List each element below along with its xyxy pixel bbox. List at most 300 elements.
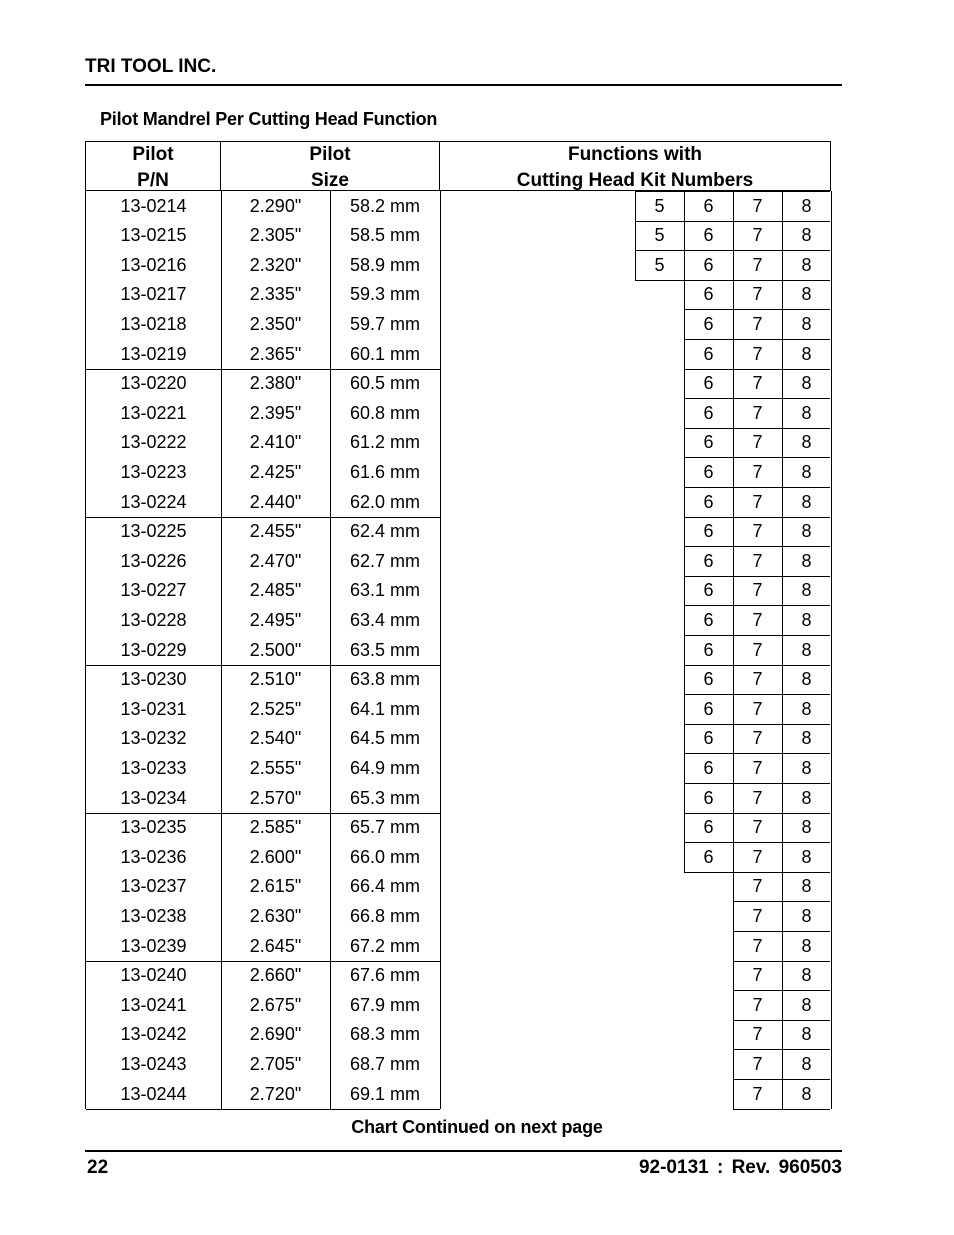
- kit-box-left-border: [684, 428, 685, 458]
- kit-box-right-border: [782, 546, 783, 576]
- pilot-size-mm-cell: 59.3 mm: [349, 284, 421, 305]
- pilot-size-inch-cell: 2.320": [249, 254, 302, 275]
- kit-box-right-border: [733, 576, 734, 606]
- kit-box-right-border: [733, 428, 734, 458]
- kit-box-right-border: [782, 280, 783, 310]
- company-name: TRI TOOL INC.: [85, 56, 217, 77]
- kit-box-right-border: [831, 191, 832, 221]
- kit-number-cell: 7: [752, 580, 763, 601]
- pilot-pn-cell: 13-0235: [120, 817, 187, 838]
- kit-box-left-border: [684, 635, 685, 665]
- header-size-line1: Pilot: [309, 144, 351, 165]
- kit-number-cell: 7: [752, 373, 763, 394]
- kit-box-right-border: [831, 221, 832, 251]
- pilot-size-inch-cell: 2.585": [249, 817, 302, 838]
- kit-number-cell: 7: [752, 313, 763, 334]
- kit-box-top-border: [733, 1020, 830, 1021]
- pilot-pn-cell: 13-0221: [120, 402, 187, 423]
- kit-box-right-border: [831, 280, 832, 310]
- group-separator: [86, 369, 440, 370]
- pilot-size-mm-cell: 60.1 mm: [349, 343, 421, 364]
- kit-box-top-border: [684, 487, 830, 488]
- kit-number-cell: 6: [703, 639, 714, 660]
- kit-number-cell: 7: [752, 1083, 763, 1104]
- kit-box-top-border: [684, 605, 830, 606]
- pilot-size-mm-cell: 63.5 mm: [349, 639, 421, 660]
- pilot-size-inch-cell: 2.365": [249, 343, 302, 364]
- kit-number-cell: 7: [752, 1053, 763, 1074]
- header-functions: [440, 142, 831, 191]
- kit-box-top-border: [684, 398, 830, 399]
- pilot-size-mm-cell: 63.1 mm: [349, 580, 421, 601]
- kit-box-left-border: [684, 309, 685, 339]
- kit-number-cell: 8: [801, 343, 812, 364]
- pilot-pn-cell: 13-0232: [120, 728, 187, 749]
- kit-box-right-border: [831, 665, 832, 695]
- kit-box-right-border: [684, 191, 685, 221]
- kit-box-right-border: [831, 605, 832, 635]
- kit-box-top-border: [684, 309, 830, 310]
- kit-box-top-border: [733, 901, 830, 902]
- kit-box-left-border: [684, 457, 685, 487]
- kit-box-right-border: [733, 250, 734, 280]
- kit-number-cell: 6: [703, 373, 714, 394]
- kit-number-cell: 6: [703, 846, 714, 867]
- table-bottom-border: [86, 1109, 440, 1110]
- pilot-size-inch-cell: 2.705": [249, 1053, 302, 1074]
- kit-box-right-border: [782, 1079, 783, 1109]
- kit-number-cell: 7: [752, 609, 763, 630]
- kit-number-cell: 6: [703, 343, 714, 364]
- kit-number-cell: 6: [703, 728, 714, 749]
- kit-box-right-border: [782, 990, 783, 1020]
- kit-number-cell: 7: [752, 639, 763, 660]
- group-separator: [86, 665, 440, 666]
- pilot-size-inch-cell: 2.675": [249, 994, 302, 1015]
- pilot-pn-cell: 13-0242: [120, 1024, 187, 1045]
- kit-box-left-border: [684, 783, 685, 813]
- pilot-pn-cell: 13-0222: [120, 432, 187, 453]
- kit-box-top-border: [684, 694, 830, 695]
- pilot-size-inch-cell: 2.455": [249, 521, 302, 542]
- kit-number-cell: 8: [801, 373, 812, 394]
- kit-box-right-border: [733, 339, 734, 369]
- kit-number-cell: 7: [752, 225, 763, 246]
- kit-box-top-border: [684, 369, 830, 370]
- kit-box-right-border: [733, 280, 734, 310]
- kit-number-cell: 8: [801, 757, 812, 778]
- kit-box-right-border: [733, 813, 734, 843]
- kit-number-cell: 7: [752, 432, 763, 453]
- kit-box-right-border: [733, 605, 734, 635]
- kit-box-right-border: [733, 665, 734, 695]
- kit-number-cell: 8: [801, 491, 812, 512]
- kit-box-left-border: [733, 990, 734, 1020]
- pilot-pn-cell: 13-0229: [120, 639, 187, 660]
- pilot-pn-cell: 13-0220: [120, 373, 187, 394]
- kit-number-cell: 7: [752, 1024, 763, 1045]
- kit-number-cell: 6: [703, 402, 714, 423]
- pilot-size-inch-cell: 2.335": [249, 284, 302, 305]
- pilot-size-mm-cell: 66.4 mm: [349, 876, 421, 897]
- pilot-pn-cell: 13-0228: [120, 609, 187, 630]
- pilot-size-inch-cell: 2.395": [249, 402, 302, 423]
- kit-box-right-border: [831, 753, 832, 783]
- pilot-pn-cell: 13-0218: [120, 313, 187, 334]
- kit-box-top-border: [684, 842, 830, 843]
- kit-box-top-border: [733, 872, 830, 873]
- kit-box-right-border: [782, 872, 783, 902]
- header-rule: [85, 84, 842, 86]
- kit-box-right-border: [782, 517, 783, 547]
- kit-box-right-border: [782, 487, 783, 517]
- pilot-size-inch-cell: 2.425": [249, 461, 302, 482]
- kit-box-right-border: [782, 665, 783, 695]
- kit-box-right-border: [733, 309, 734, 339]
- kit-number-cell: 7: [752, 905, 763, 926]
- kit-number-cell: 8: [801, 225, 812, 246]
- pilot-pn-cell: 13-0214: [120, 195, 187, 216]
- kit-box-right-border: [831, 813, 832, 843]
- pilot-size-mm-cell: 58.9 mm: [349, 254, 421, 275]
- pilot-size-mm-cell: 60.8 mm: [349, 402, 421, 423]
- pilot-size-mm-cell: 61.2 mm: [349, 432, 421, 453]
- kit-box-top-border: [733, 931, 830, 932]
- kit-box-top-border: [684, 546, 830, 547]
- kit-box-top-border: [635, 250, 830, 251]
- kit-box-top-border: [733, 990, 830, 991]
- kit-number-cell: 8: [801, 639, 812, 660]
- kit-number-cell: 6: [703, 817, 714, 838]
- kit-number-cell: 8: [801, 876, 812, 897]
- pilot-size-inch-cell: 2.495": [249, 609, 302, 630]
- kit-box-right-border: [831, 901, 832, 931]
- kit-box-top-border: [684, 517, 830, 518]
- kit-box-left-border: [635, 191, 636, 221]
- kit-box-bottom-border: [733, 1109, 830, 1110]
- kit-number-cell: 7: [752, 817, 763, 838]
- kit-number-cell: 6: [703, 757, 714, 778]
- group-separator: [86, 961, 440, 962]
- kit-box-left-border: [684, 842, 685, 872]
- kit-box-right-border: [831, 1049, 832, 1079]
- pilot-size-mm-cell: 65.7 mm: [349, 817, 421, 838]
- kit-box-right-border: [831, 309, 832, 339]
- kit-box-right-border: [782, 605, 783, 635]
- pilot-size-mm-cell: 66.0 mm: [349, 846, 421, 867]
- kit-box-right-border: [782, 1049, 783, 1079]
- kit-number-cell: 8: [801, 965, 812, 986]
- header-size: [221, 142, 440, 191]
- kit-box-right-border: [782, 428, 783, 458]
- kit-box-right-border: [831, 369, 832, 399]
- pilot-size-inch-cell: 2.645": [249, 935, 302, 956]
- kit-number-cell: 7: [752, 935, 763, 956]
- kit-number-cell: 8: [801, 669, 812, 690]
- kit-box-left-border: [684, 665, 685, 695]
- pilot-size-mm-cell: 64.1 mm: [349, 698, 421, 719]
- kit-box-top-border: [635, 221, 830, 222]
- kit-number-cell: 8: [801, 580, 812, 601]
- pilot-size-mm-cell: 59.7 mm: [349, 313, 421, 334]
- kit-box-right-border: [733, 724, 734, 754]
- pilot-pn-cell: 13-0239: [120, 935, 187, 956]
- kit-box-right-border: [733, 191, 734, 221]
- pilot-size-mm-cell: 63.4 mm: [349, 609, 421, 630]
- pilot-size-inch-cell: 2.630": [249, 905, 302, 926]
- kit-number-cell: 6: [703, 787, 714, 808]
- kit-box-left-border: [684, 339, 685, 369]
- pilot-size-mm-cell: 58.2 mm: [349, 195, 421, 216]
- kit-box-left-border: [635, 221, 636, 251]
- kit-number-cell: 6: [703, 195, 714, 216]
- section-title: Pilot Mandrel Per Cutting Head Function: [100, 109, 438, 129]
- kit-box-right-border: [782, 369, 783, 399]
- kit-box-right-border: [733, 635, 734, 665]
- kit-box-right-border: [831, 398, 832, 428]
- kit-box-left-border: [684, 517, 685, 547]
- pilot-pn-cell: 13-0230: [120, 669, 187, 690]
- kit-number-cell: 8: [801, 787, 812, 808]
- pilot-pn-cell: 13-0244: [120, 1083, 187, 1104]
- kit-box-right-border: [733, 783, 734, 813]
- kit-box-right-border: [831, 872, 832, 902]
- kit-number-cell: 6: [703, 491, 714, 512]
- kit-box-right-border: [831, 961, 832, 991]
- kit-box-right-border: [733, 694, 734, 724]
- pilot-size-mm-cell: 66.8 mm: [349, 905, 421, 926]
- kit-number-cell: 7: [752, 402, 763, 423]
- kit-number-cell: 8: [801, 284, 812, 305]
- pilot-size-mm-cell: 68.3 mm: [349, 1024, 421, 1045]
- kit-box-right-border: [782, 221, 783, 251]
- kit-box-right-border: [831, 576, 832, 606]
- pilot-pn-cell: 13-0227: [120, 580, 187, 601]
- kit-number-cell: 7: [752, 254, 763, 275]
- kit-box-top-border: [684, 635, 830, 636]
- kit-box-top-border: [684, 457, 830, 458]
- kit-box-right-border: [831, 339, 832, 369]
- document-reference: 92-0131 : Rev. 960503: [638, 1157, 842, 1178]
- kit-box-right-border: [782, 961, 783, 991]
- kit-number-cell: 5: [654, 195, 665, 216]
- kit-box-right-border: [831, 990, 832, 1020]
- kit-number-cell: 8: [801, 905, 812, 926]
- pilot-pn-cell: 13-0233: [120, 757, 187, 778]
- pilot-pn-cell: 13-0240: [120, 965, 187, 986]
- pilot-pn-cell: 13-0223: [120, 461, 187, 482]
- kit-box-top-border: [684, 428, 830, 429]
- kit-box-left-border: [684, 576, 685, 606]
- kit-box-left-border: [733, 1020, 734, 1050]
- kit-box-left-border: [635, 250, 636, 280]
- kit-box-top-border: [684, 783, 830, 784]
- kit-number-cell: 8: [801, 195, 812, 216]
- kit-box-right-border: [831, 694, 832, 724]
- pilot-size-inch-cell: 2.440": [249, 491, 302, 512]
- kit-box-right-border: [733, 546, 734, 576]
- kit-number-cell: 6: [703, 580, 714, 601]
- pilot-size-mm-cell: 61.6 mm: [349, 461, 421, 482]
- col-line-functions: [440, 191, 441, 1109]
- kit-number-cell: 8: [801, 402, 812, 423]
- kit-number-cell: 6: [703, 669, 714, 690]
- header-size-line2: Size: [310, 170, 350, 191]
- kit-box-right-border: [782, 931, 783, 961]
- kit-box-left-border: [684, 398, 685, 428]
- pilot-pn-cell: 13-0219: [120, 343, 187, 364]
- kit-number-cell: 8: [801, 1083, 812, 1104]
- kit-box-right-border: [831, 546, 832, 576]
- pilot-pn-cell: 13-0234: [120, 787, 187, 808]
- kit-box-top-border: [733, 1049, 830, 1050]
- kit-box-top-border: [684, 753, 830, 754]
- kit-box-right-border: [782, 576, 783, 606]
- pilot-pn-cell: 13-0216: [120, 254, 187, 275]
- kit-box-top-border: [733, 1079, 830, 1080]
- pilot-size-mm-cell: 64.5 mm: [349, 728, 421, 749]
- pilot-pn-cell: 13-0226: [120, 550, 187, 571]
- kit-number-cell: 6: [703, 313, 714, 334]
- pilot-size-mm-cell: 65.3 mm: [349, 787, 421, 808]
- kit-number-cell: 8: [801, 994, 812, 1015]
- kit-box-right-border: [831, 931, 832, 961]
- header-pn-line2: P/N: [137, 170, 169, 191]
- kit-box-top-border: [684, 576, 830, 577]
- kit-number-cell: 7: [752, 669, 763, 690]
- kit-number-cell: 7: [752, 550, 763, 571]
- pilot-pn-cell: 13-0225: [120, 521, 187, 542]
- pilot-mandrel-table: [85, 141, 831, 1109]
- kit-number-cell: 7: [752, 965, 763, 986]
- kit-number-cell: 7: [752, 846, 763, 867]
- pilot-pn-cell: 13-0215: [120, 225, 187, 246]
- kit-number-cell: 7: [752, 195, 763, 216]
- kit-box-right-border: [831, 635, 832, 665]
- kit-number-cell: 6: [703, 254, 714, 275]
- pilot-size-inch-cell: 2.615": [249, 876, 302, 897]
- kit-number-cell: 6: [703, 609, 714, 630]
- pilot-size-mm-cell: 62.4 mm: [349, 521, 421, 542]
- kit-box-right-border: [733, 369, 734, 399]
- kit-box-right-border: [733, 842, 734, 872]
- kit-box-right-border: [733, 487, 734, 517]
- kit-number-cell: 7: [752, 728, 763, 749]
- kit-box-right-border: [782, 753, 783, 783]
- pilot-size-inch-cell: 2.305": [249, 225, 302, 246]
- kit-box-right-border: [831, 724, 832, 754]
- pilot-size-inch-cell: 2.570": [249, 787, 302, 808]
- kit-number-cell: 8: [801, 461, 812, 482]
- kit-number-cell: 6: [703, 550, 714, 571]
- pilot-size-inch-cell: 2.290": [249, 195, 302, 216]
- kit-number-cell: 6: [703, 432, 714, 453]
- kit-number-cell: 8: [801, 1024, 812, 1045]
- header-functions-line2: Cutting Head Kit Numbers: [516, 170, 754, 191]
- kit-box-right-border: [782, 813, 783, 843]
- pilot-size-inch-cell: 2.350": [249, 313, 302, 334]
- kit-box-left-border: [684, 724, 685, 754]
- kit-number-cell: 8: [801, 521, 812, 542]
- kit-box-right-border: [782, 309, 783, 339]
- kit-box-left-border: [684, 813, 685, 843]
- page-number: 22: [87, 1157, 109, 1178]
- kit-number-cell: 8: [801, 728, 812, 749]
- kit-box-right-border: [831, 783, 832, 813]
- pilot-pn-cell: 13-0238: [120, 905, 187, 926]
- kit-number-cell: 8: [801, 550, 812, 571]
- kit-box-right-border: [831, 457, 832, 487]
- kit-number-cell: 8: [801, 313, 812, 334]
- pilot-size-inch-cell: 2.540": [249, 728, 302, 749]
- kit-number-cell: 6: [703, 698, 714, 719]
- kit-box-top-border: [684, 813, 830, 814]
- col-line-mm: [330, 191, 331, 1109]
- pilot-pn-cell: 13-0236: [120, 846, 187, 867]
- kit-box-right-border: [831, 1020, 832, 1050]
- group-separator: [86, 517, 440, 518]
- kit-number-cell: 8: [801, 935, 812, 956]
- kit-number-cell: 6: [703, 521, 714, 542]
- pilot-size-mm-cell: 60.5 mm: [349, 373, 421, 394]
- continued-note: Chart Continued on next page: [351, 1117, 603, 1137]
- kit-box-left-border: [733, 901, 734, 931]
- kit-box-right-border: [831, 517, 832, 547]
- kit-box-right-border: [782, 694, 783, 724]
- pilot-size-mm-cell: 68.7 mm: [349, 1053, 421, 1074]
- kit-box-left-border: [684, 369, 685, 399]
- kit-box-left-border: [733, 931, 734, 961]
- pilot-size-mm-cell: 67.9 mm: [349, 994, 421, 1015]
- kit-box-left-border: [684, 694, 685, 724]
- kit-box-top-border: [733, 961, 830, 962]
- kit-number-cell: 6: [703, 225, 714, 246]
- kit-box-right-border: [831, 250, 832, 280]
- pilot-size-mm-cell: 64.9 mm: [349, 757, 421, 778]
- kit-box-right-border: [733, 517, 734, 547]
- kit-number-cell: 7: [752, 994, 763, 1015]
- kit-box-left-border: [733, 872, 734, 902]
- kit-number-cell: 7: [752, 757, 763, 778]
- pilot-pn-cell: 13-0237: [120, 876, 187, 897]
- kit-box-right-border: [782, 457, 783, 487]
- pilot-size-mm-cell: 62.0 mm: [349, 491, 421, 512]
- pilot-pn-cell: 13-0231: [120, 698, 187, 719]
- pilot-size-inch-cell: 2.720": [249, 1083, 302, 1104]
- kit-number-cell: 7: [752, 521, 763, 542]
- group-separator: [86, 813, 440, 814]
- kit-box-top-border: [684, 339, 830, 340]
- pilot-size-inch-cell: 2.500": [249, 639, 302, 660]
- footer-rule: [85, 1150, 842, 1152]
- kit-number-cell: 6: [703, 461, 714, 482]
- kit-box-left-border: [684, 753, 685, 783]
- pilot-size-inch-cell: 2.555": [249, 757, 302, 778]
- pilot-size-inch-cell: 2.690": [249, 1024, 302, 1045]
- kit-box-left-border: [733, 1079, 734, 1109]
- kit-box-top-border: [684, 724, 830, 725]
- pilot-pn-cell: 13-0224: [120, 491, 187, 512]
- kit-box-right-border: [782, 635, 783, 665]
- pilot-size-inch-cell: 2.510": [249, 669, 302, 690]
- kit-box-right-border: [782, 398, 783, 428]
- pilot-size-mm-cell: 67.6 mm: [349, 965, 421, 986]
- pilot-size-inch-cell: 2.410": [249, 432, 302, 453]
- pilot-size-inch-cell: 2.600": [249, 846, 302, 867]
- kit-number-cell: 7: [752, 698, 763, 719]
- pilot-size-mm-cell: 63.8 mm: [349, 669, 421, 690]
- kit-box-left-border: [684, 605, 685, 635]
